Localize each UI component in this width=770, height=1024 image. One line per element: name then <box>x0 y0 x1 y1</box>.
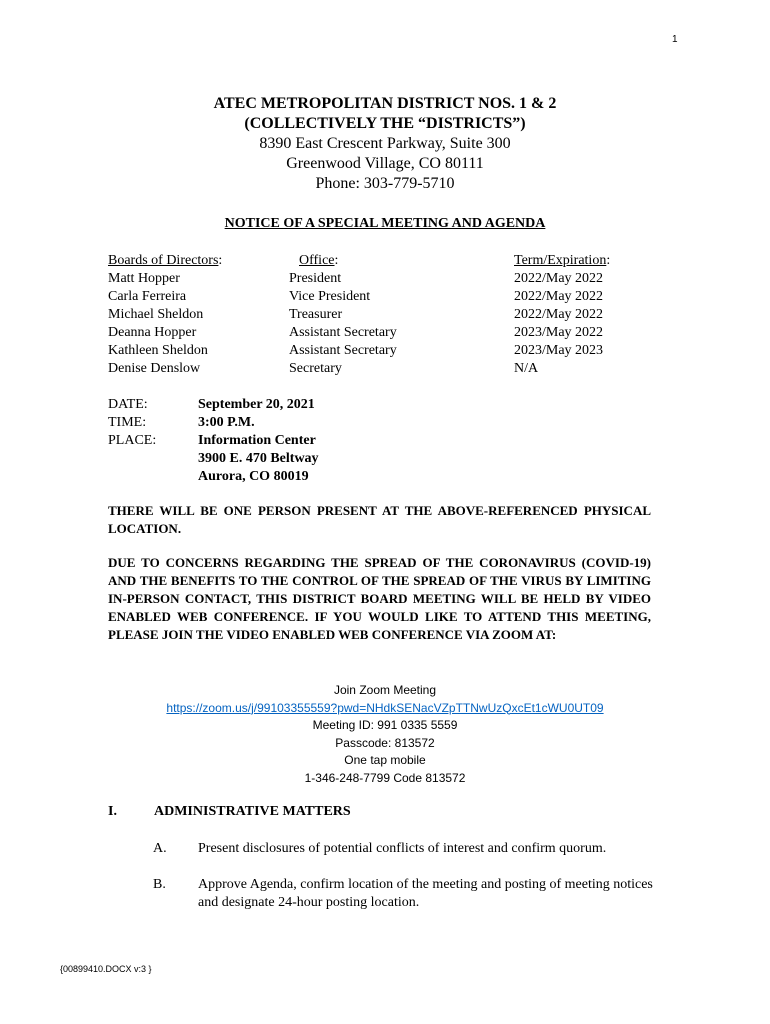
directors-name-column <box>108 252 222 378</box>
agenda-item <box>153 876 658 912</box>
meeting-details <box>108 396 319 486</box>
director-term: 2023/May 2023 <box>514 343 604 358</box>
meeting-time: 3:00 P.M. <box>198 415 255 430</box>
agenda-item-text: Present disclosures of potential conflicts of interest and confirm quorum. <box>198 841 607 856</box>
section-title: ADMINISTRATIVE MATTERS <box>154 804 351 819</box>
meeting-place-city: Aurora, CO 80019 <box>198 469 309 484</box>
director-term: 2022/May 2022 <box>514 271 604 286</box>
director-office: Assistant Secretary <box>289 343 397 358</box>
office-header: Office: <box>299 253 339 268</box>
term-header: Term/Expiration: <box>514 253 611 268</box>
director-term: 2022/May 2022 <box>514 289 604 304</box>
director-office: Vice President <box>289 289 371 304</box>
directors-office-column <box>289 252 397 378</box>
page-number: 1 <box>672 34 678 45</box>
zoom-details <box>0 682 770 787</box>
meeting-date: September 20, 2021 <box>198 397 315 412</box>
director-name: Michael Sheldon <box>108 307 204 322</box>
director-office: Assistant Secretary <box>289 325 397 340</box>
document-header <box>0 94 770 194</box>
zoom-passcode: Passcode: 813572 <box>335 735 435 750</box>
physical-presence-notice: THERE WILL BE ONE PERSON PRESENT AT THE ABOVE-REFERENCED PHYSICAL LOCATION. <box>108 503 651 536</box>
address-line-2: Greenwood Village, CO 80111 <box>286 155 484 172</box>
date-label: DATE: <box>108 397 148 412</box>
place-label: PLACE: <box>108 433 157 448</box>
zoom-join-label: Join Zoom Meeting <box>333 683 437 697</box>
zoom-meeting-link[interactable]: https://zoom.us/j/99103355559?pwd=NHdkSENacVZpTTNwUzQxcEt1cWU0UT09 <box>166 700 604 715</box>
agenda-item <box>153 840 658 858</box>
director-office: Secretary <box>289 361 342 376</box>
directors-term-column <box>514 252 610 378</box>
meeting-place-name: Information Center <box>198 433 316 448</box>
address-line-1: 8390 East Crescent Parkway, Suite 300 <box>259 135 511 152</box>
director-name: Kathleen Sheldon <box>108 343 208 358</box>
zoom-one-tap-label: One tap mobile <box>344 753 426 767</box>
meeting-place-street: 3900 E. 470 Beltway <box>198 451 319 466</box>
director-name: Denise Denslow <box>108 361 201 376</box>
director-office: Treasurer <box>289 307 343 322</box>
district-name: ATEC METROPOLITAN DISTRICT NOS. 1 & 2 <box>213 95 557 112</box>
agenda-item-letter: A. <box>153 841 167 856</box>
agenda-item-letter: B. <box>153 877 166 892</box>
section-heading <box>108 804 351 820</box>
document-footer: {00899410.DOCX v:3 } <box>60 964 152 974</box>
time-label: TIME: <box>108 415 147 430</box>
director-term: 2023/May 2022 <box>514 325 604 340</box>
directors-header: Boards of Directors: <box>108 253 223 268</box>
director-name: Carla Ferreira <box>108 289 187 304</box>
zoom-phone-code: 1-346-248-7799 Code 813572 <box>304 770 466 785</box>
phone-line: Phone: 303-779-5710 <box>315 175 455 192</box>
director-name: Matt Hopper <box>108 271 180 286</box>
section-number: I. <box>108 804 117 819</box>
director-term: 2022/May 2022 <box>514 307 604 322</box>
director-name: Deanna Hopper <box>108 325 197 340</box>
district-collective-name: (COLLECTIVELY THE “DISTRICTS”) <box>244 115 526 132</box>
agenda-item-text: Approve Agenda, confirm location of the meeting and posting of meeting notices and designate 24-hour posting location. <box>198 877 653 910</box>
covid-conference-notice: DUE TO CONCERNS REGARDING THE SPREAD OF THE CORONAVIRUS (COVID-19) AND THE BENEFITS TO THE CONTROL OF THE SPREAD OF THE VIRUS BY LIMITING IN-PERSON CONTACT, THIS DISTRICT BOARD MEETING WILL BE HELD BY VIDEO ENABLED WEB CONFERENCE. IF YOU WOULD LIKE TO ATTEND THIS MEETING, PLEASE JOIN THE VIDEO ENABLED WEB CONFERENCE VIA ZOOM AT: <box>108 555 651 642</box>
director-office: President <box>289 271 342 286</box>
zoom-meeting-id: Meeting ID: 991 0335 5559 <box>312 718 458 732</box>
notice-title: NOTICE OF A SPECIAL MEETING AND AGENDA <box>224 216 546 231</box>
director-term: N/A <box>514 361 539 376</box>
